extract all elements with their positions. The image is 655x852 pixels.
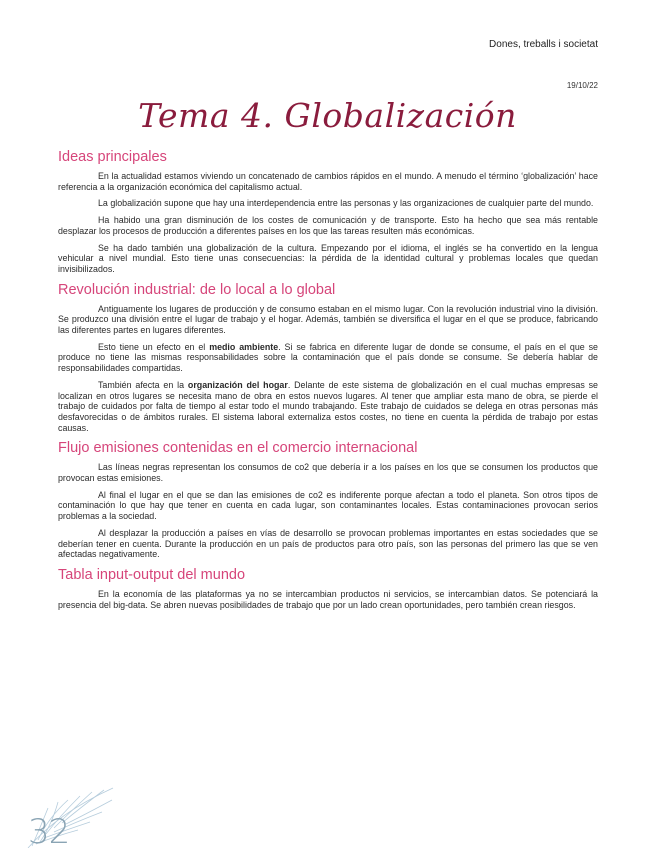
section-heading: Flujo emisiones contenidas en el comercio internacional: [58, 440, 418, 457]
section-tabla-input-output: [58, 566, 598, 610]
section-flujo-emisiones: [58, 439, 598, 560]
document-date: 19/10/22: [566, 81, 598, 90]
section-heading: Tabla input-output del mundo: [58, 566, 246, 583]
page-number: 32: [28, 812, 70, 852]
paragraph: Ha habido una gran disminución de los costes de comunicación y de transporte. Esto ha hecho que sea más rentable desplazar los procesos de producción a diferentes países en los que las tareas resulten más económicas.: [58, 215, 598, 236]
paragraph: Se ha dado también una globalización de la cultura. Empezando por el idioma, el inglés se ha convertido en la lengua vehicular a nivel mundial. Esto tiene unas consecuencias: la pérdida de la identidad cultural y problemas locales que quedan invisibilizados.: [58, 242, 598, 274]
paragraph: Esto tiene un efecto en el medio ambiente. Si se fabrica en diferente lugar de donde se consume, el país en el que se produce no tiene las mismas responsabilidades sobre la contaminación que el país donde se consume. Se debería hablar de responsabilidades compartidas.: [58, 341, 598, 374]
bold-term: organización del hogar: [187, 379, 288, 390]
paragraph: Las líneas negras representan los consumos de co2 que debería ir a los países en los que se consumen los productos que provocan estas emisiones.: [58, 462, 598, 484]
document-body: [58, 148, 598, 616]
page-title: Tema 4. Globalización: [138, 96, 517, 135]
paragraph: También afecta en la organización del hogar. Delante de este sistema de globalización en el cual muchas empresas se localizan en otros lugares se necesita mano de obra en estos nuevos lugares. Al tener que ampliar esta mano de obra, se pierde el trabajo de cuidados por falta de tiempo al estar todo el mundo trabajando. Este trabajo de cuidados se delega en otras personas más desfavorecidas o de ámbitos rurales. El sistema laboral externaliza estos costes, no tiene en cuenta la pérdida de trabajo por estas causas.: [58, 379, 598, 433]
course-name: Dones, treballs i societat: [489, 39, 598, 50]
section-heading: Revolución industrial: de lo local a lo global: [58, 281, 336, 298]
section-heading: Ideas principales: [58, 149, 167, 165]
paragraph: Al final el lugar en el que se dan las emisiones de co2 es indiferente porque afectan a todo el planeta. Son otros tipos de contaminación lo que hay que tener en cuenta en cada lugar, son contaminantes locales. Estas contaminaciones provocan serios problemas a la sociedad.: [58, 489, 598, 522]
paragraph: En la actualidad estamos viviendo un concatenado de cambios rápidos en el mundo. A menudo el término ‘globalización’ hace referencia a la organización económica del capitalismo actual.: [58, 171, 598, 192]
paragraph: En la economía de las plataformas ya no se intercambian productos ni servicios, se intercambian datos. Se potenciará la presencia del big-data. Se abren nuevas posibilidades de trabajo que por un lado crean oportunidades, pero también crean riesgos.: [58, 588, 598, 610]
paragraph: Antiguamente los lugares de producción y de consumo estaban en el mismo lugar. Con la revolución industrial vino la división. Se produzco una división entre el lugar de trabajo y el hogar. Además, también se diversifica el lugar en el que se produce, fabricando las diferentes partes en lugares diferentes.: [58, 303, 598, 336]
paragraph: Al desplazar la producción a países en vías de desarrollo se provocan problemas importantes en estas sociedades que se deberían tener en cuenta. Durante la producción en un país de productos para otro país, son las personas del primero las que se ven afectadas negativamente.: [58, 527, 598, 560]
section-ideas-principales: [58, 148, 598, 275]
paragraph: La globalización supone que hay una interdependencia entre las personas y las organizaciones de cualquier parte del mundo.: [98, 198, 594, 209]
section-revolucion-industrial: [58, 281, 598, 434]
bold-term: medio ambiente: [209, 341, 279, 352]
